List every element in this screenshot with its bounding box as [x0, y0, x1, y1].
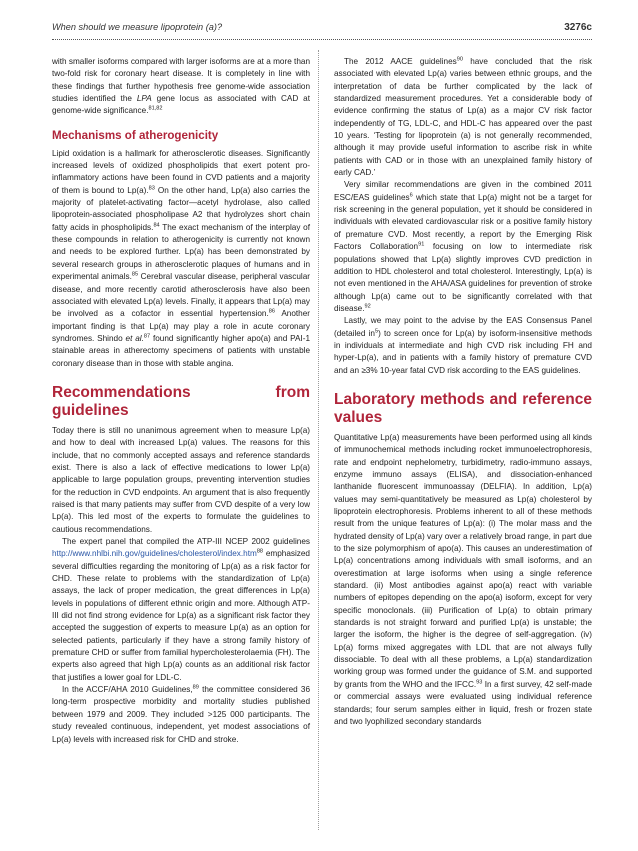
text-run: the committee considered 36 long-term prospective morbidity and mortality studies published between 1979 and 2009. They included >125 000 participants. The study revealed continuous, independent, yet modest associations of Lp(a) levels with increased risk for CHD and stroke.	[52, 685, 310, 744]
text-run: The expert panel that compiled the ATP-III NCEP 2002 guidelines	[62, 537, 310, 546]
et-al: et al.	[125, 333, 144, 343]
header-rule	[52, 39, 592, 40]
text-run: Another important finding is that Lp(a) may play a role in acute coronary syndromes. Shindo	[52, 309, 311, 343]
text-run: ) to screen once for Lp(a) by isoform-insensitive methods in individuals at intermediate and high CVD risk including FH and hyper-Lp(a), and in patients with a family history of premature CVD and an ≥3% 10-year fatal CVD risk according to the EAS guidelines.	[334, 328, 592, 375]
reference-marker[interactable]: 93	[476, 679, 483, 686]
text-run: with smaller isoforms compared with larger isoforms are at a more than two-fold risk for coronary heart disease. It is completely in line with these findings that further hypothesis free genome-wide association studies identified the	[52, 57, 310, 104]
text-run: The 2012 AACE guidelines	[344, 57, 457, 66]
text-run: On the other hand, Lp(a) also carries the majority of platelet-activating factor—acetyl hydrolase, also called lipoprotein-associated phospholipase A2 that hydrolyzes short chain fatty acids in phospholipids.	[52, 185, 310, 232]
text-run: Lastly, we may point to the advise by the EAS Consensus Panel (detailed in	[334, 316, 592, 338]
guidelines-link[interactable]: http://www.nhlbi.nih.gov/guidelines/cholesterol/index.htm	[52, 549, 257, 559]
reference-marker[interactable]: 87	[143, 333, 151, 340]
reference-marker[interactable]: 6	[409, 192, 413, 199]
reference-marker[interactable]: 88	[256, 548, 264, 555]
paragraph-accf-aha	[52, 684, 310, 746]
text-run: found significantly higher apo(a) and PAI-1 stainable areas in atherectomy specimens of patients with unstable coronary disease than in those with stable angina.	[52, 333, 310, 368]
reference-marker[interactable]: 5	[374, 327, 379, 334]
reference-marker[interactable]: 89	[192, 684, 199, 691]
text-run: Lipid oxidation is a hallmark for atherosclerotic diseases. Significantly increased levels of oxidized phospholipids that exert potent pro-inflammatory actions have been found in CVD patients and a majority of them is bound to Lp(a).	[52, 148, 310, 195]
text-run: gene locus as associated with CAD at genome-wide significance.	[52, 94, 311, 116]
reference-marker[interactable]: 84	[153, 222, 160, 229]
paragraph-lpa-isoforms	[52, 56, 310, 118]
page-number: 3276c	[564, 22, 592, 33]
text-run: focusing on low to intermediate risk populations showed that Lp(a) slightly improves CVD prediction in addition to HDL cholesterol and total cholesterol. Interestingly, Lp(a) is not even mentioned in the AHA/ASA guidelines for prevention of stroke although Lp(a) came out to be significantly correlated with that disease.	[334, 242, 592, 313]
paragraph-mechanisms	[52, 148, 310, 370]
running-title: When should we measure lipoprotein (a)?	[52, 22, 223, 32]
text-run: In a first survey, 42 self-made or commercial assays were evaluated using individual reference standards; four serum samples either in liquid, fresh or frozen state and two lyophilized secondary standards	[334, 679, 592, 726]
reference-marker[interactable]: 90	[456, 56, 463, 63]
paragraph-esc-eas	[334, 179, 592, 315]
text-run: have concluded that the risk associated with elevated Lp(a) varies between ethnic groups, and the interpretation of data be further complicated by the lack of standardized measurement procedures. Yet a considerable body of evidence confirming the status of Lp(a) as a major CV risk factor independently of TG, LDL-C, and HDL-C has appeared over the past 10 years. ‘Testing for lipoprotein (a) is not generally recommended, although it may provide useful information to ascribe risk in white patients with CAD or in those with an unexplained family history of early CAD.’	[334, 57, 592, 178]
paragraph-guidelines-intro: Today there is still no unanimous agreement when to measure Lp(a) and how to deal with increased Lp(a) values. The reasons for this include, that no commonly accepted assays and reference standards exist. There is also a lack of effective medications to lower Lp(a) applicable to large population groups, preventing intervention studies for the reduction in CVD endpoints. An argument that is also frequently raised is that many patients may suffer from CVD despite of a very low Lp(a). This led most of the experts to formulate the guidelines to cautious recommendations.	[52, 425, 310, 534]
paragraph-aace	[334, 56, 592, 179]
reference-marker[interactable]: 83	[148, 185, 155, 192]
text-run: Very similar recommendations are given in the combined 2011 ESC/EAS guidelines	[334, 180, 592, 202]
gene-name: LPA	[136, 94, 152, 104]
section-heading-mechanisms: Mechanisms of atherogenicity	[52, 128, 219, 142]
right-column	[334, 56, 592, 728]
text-run: The exact mechanism of the interplay of these compounds in relation to atherogenicity is currently not known and needs to be explored further. Lp(a) has been demonstrated by several research groups in atherosclerotic plaques of humans and in experimental animals.	[52, 222, 310, 282]
reference-marker[interactable]: 91	[418, 241, 425, 248]
section-heading-laboratory: Laboratory methods and reference values	[334, 390, 592, 426]
left-column	[52, 56, 310, 746]
text-run: emphasized several difficulties regarding the monitoring of Lp(a) as a risk factor for CHD. These relate to problems with the standardization of Lp(a) assays, the lack of proper medication, the great differences in Lp(a) levels in populations of different ethnic origin and more. Although ATP-III did not find strong evidence for Lp(a) as a significant risk factor they accepted the suggestion of experts to measure Lp(a) as an option for selected patients, particularly if they have a strong family history of premature CHD or suffer from familial hypercholesterolaemia (FH). The experts also agreed that high Lp(a) counts as an additional risk factor that justifies a lower goal for LDL-C.	[52, 549, 310, 682]
paragraph-lab-methods	[334, 432, 592, 728]
reference-marker[interactable]: 81,82	[148, 105, 163, 112]
reference-marker[interactable]: 92	[364, 303, 371, 310]
section-heading-recommendations: Recommendations from guidelines	[52, 383, 310, 419]
paragraph-eas-consensus	[334, 315, 592, 377]
reference-marker[interactable]: 85	[131, 271, 139, 278]
paragraph-atp-iii	[52, 536, 310, 684]
text-run: which state that Lp(a) might not be a target for risk screening in the general population, yet it should be considered in individuals with elevated cardiovascular risk or a positive family history of premature CVD. Most recently, a report by the Emerging Risk Factors Collaboration	[334, 192, 592, 252]
text-run: Quantitative Lp(a) measurements have been performed using all kinds of immunochemical methods including rocket immunoelectrophoresis, rate and endpoint nephelometry, turbidimetry, radio-immuno assays, enzyme immuno assays (ELISA), and dissociation-enhanced lanthanide fluorescent immunoassay (DELFIA). In addition, Lp(a) values may semi-quantitatively be measured as Lp(a) cholesterol by lipoprotein electrophoresis. Problems inherent to all of these methods result from the unique features of Lp(a): (i) The molar mass and the hydrated density of Lp(a) vary over a relatively broad range, in part due to the size polymorphism of apo(a). This causes an underestimation of Lp(a) concentrations among individuals with small isoforms, and an overestimation at large isoforms when using a single reference standard. (ii) Most antibodies against apo(a) react with variable numbers of epitopes depending on the apo(a) isoform, except for very specific monoclonals. (iii) Purification of Lp(a) to obtain primary standards is not straight forward and purified Lp(a) is unstable; the larger the isoform, the higher is the degree of self-aggregation. (iv) Lp(a) forms mixed aggregates with LDL that are not always fully dissociable. To deal with all these problems, a Lp(a) standardization working group was formed under the guidance of S.M. and supported by grants from the WHO and the IFCC.	[334, 432, 592, 689]
text-run: In the ACCF/AHA 2010 Guidelines,	[62, 685, 193, 695]
text-run: Cerebral vascular disease, peripheral vascular disease, and more recently carotid atherosclerosis have also been associated with elevated Lp(a) levels. Finally, it appears that Lp(a) may be involved as a cofactor in essential hypertension.	[52, 272, 311, 319]
running-head	[52, 22, 592, 36]
reference-marker[interactable]: 86	[268, 308, 275, 315]
column-divider	[318, 50, 319, 830]
